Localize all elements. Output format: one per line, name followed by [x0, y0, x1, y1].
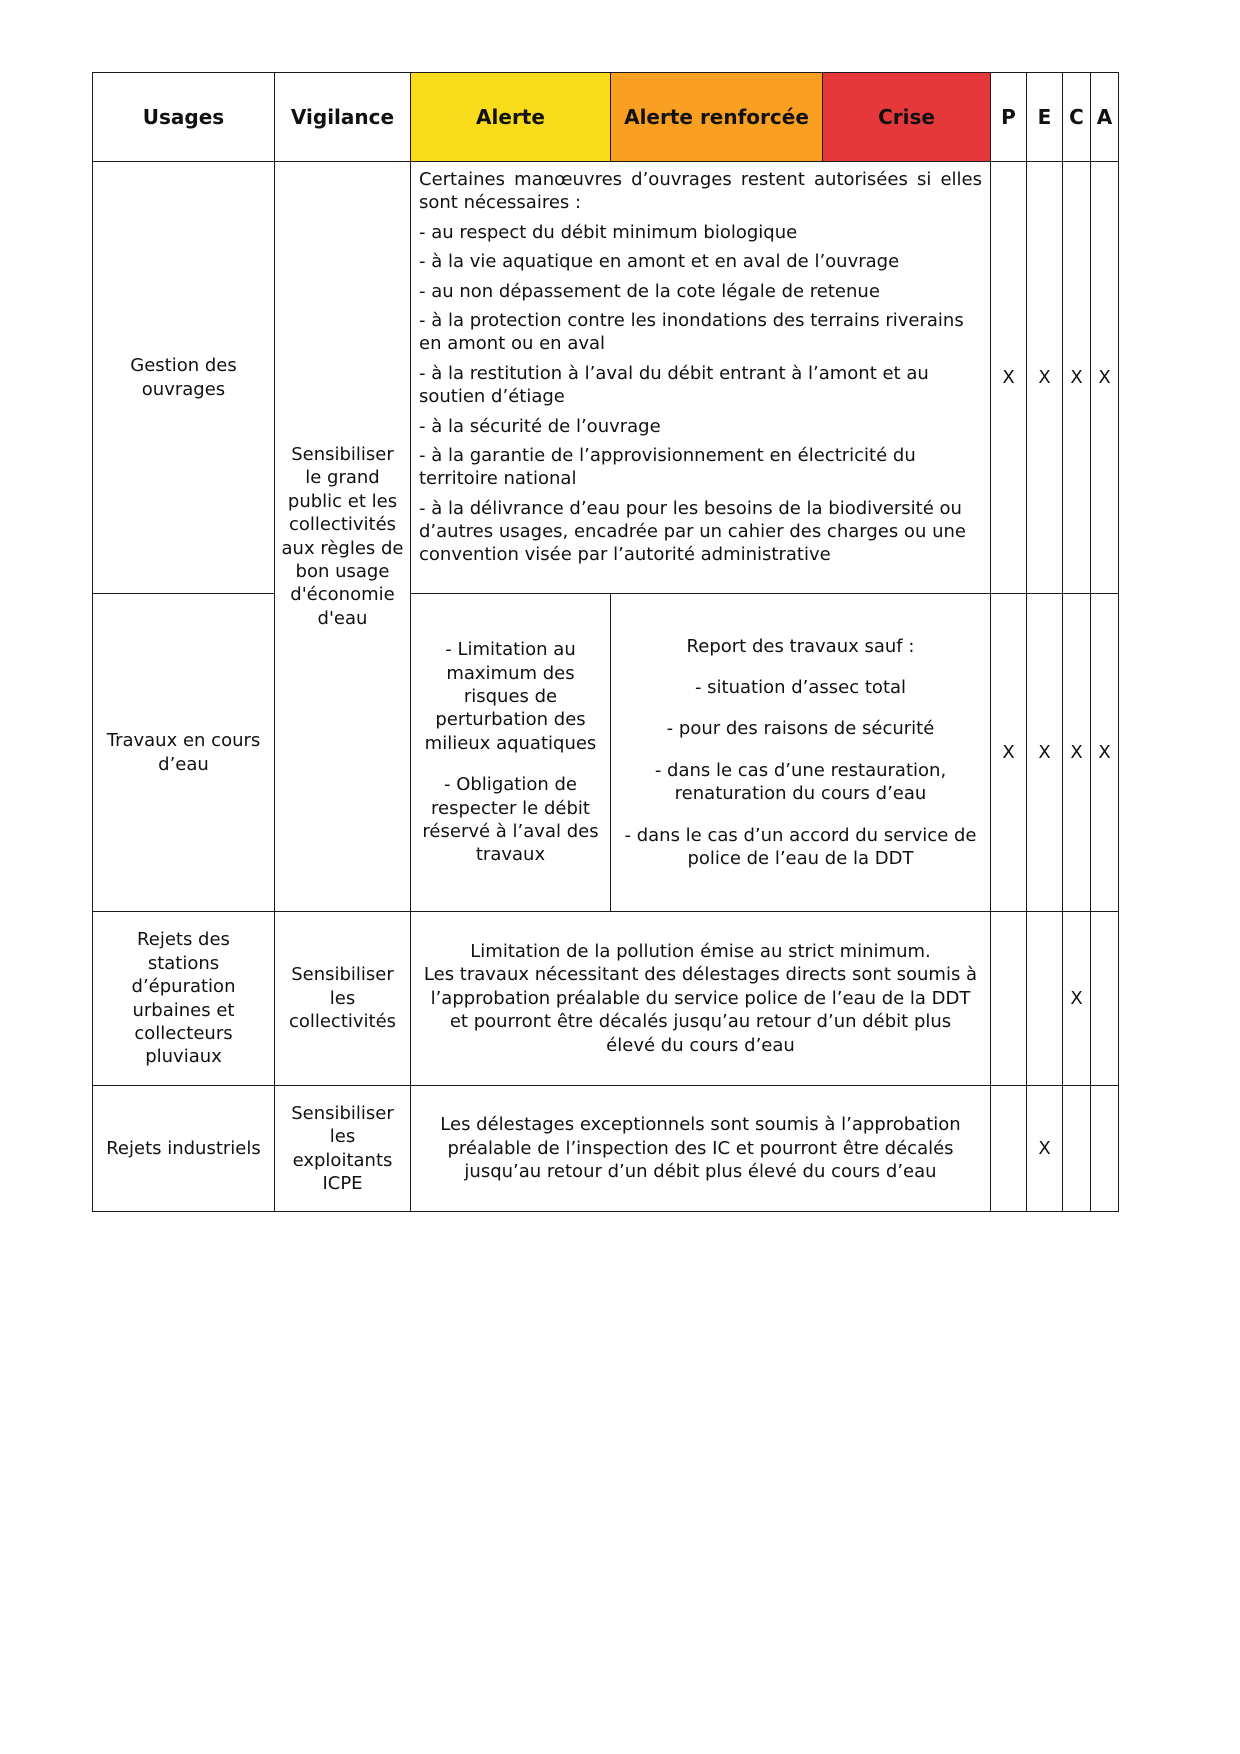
- travaux-report-item: - dans le cas d’un accord du service de police de l’eau de la DDT: [624, 824, 977, 869]
- stations-a: [1091, 912, 1119, 1086]
- stations-measures: [411, 912, 991, 1086]
- travaux-alerte-2: - Obligation de respecter le débit réservé à l’aval des travaux: [422, 774, 599, 866]
- gestion-item: - à la garantie de l’approvisionnement en électricité du territoire national: [419, 444, 916, 490]
- vigilance-industriels: Sensibiliser les exploitants ICPE: [275, 1086, 411, 1212]
- header-a: A: [1091, 73, 1119, 162]
- header-e: E: [1027, 73, 1063, 162]
- industriels-a: [1091, 1086, 1119, 1212]
- travaux-report-item: - dans le cas d’une restauration, renaturation du cours d’eau: [654, 759, 947, 805]
- gestion-item: - à la restitution à l’aval du débit entrant à l’amont et au soutien d’étiage: [419, 362, 929, 408]
- industriels-measures: Les délestages exceptionnels sont soumis à l’approbation préalable de l’inspection des IC et pourront être décalés jusqu’au retour d’un débit plus élevé du cours d’eau: [411, 1086, 991, 1212]
- travaux-alerte-1: - Limitation au maximum des risques de perturbation des milieux aquatiques: [424, 639, 597, 754]
- travaux-report-item: - pour des raisons de sécurité: [666, 718, 935, 740]
- usage-travaux-cours-eau: Travaux en cours d’eau: [93, 594, 275, 912]
- usage-rejets-industriels: Rejets industriels: [93, 1086, 275, 1212]
- stations-e: [1027, 912, 1063, 1086]
- stations-line-2: Les travaux nécessitant des délestages directs sont soumis à l’approbation préalable du service police de l’eau de la DDT et pourront être décalés jusqu’au retour d’un débit plus élevé du cours d’eau: [423, 964, 978, 1056]
- stations-p: [991, 912, 1027, 1086]
- header-alerte-renforcee: Alerte renforcée: [611, 73, 823, 162]
- travaux-report-intro: Report des travaux sauf :: [686, 635, 915, 657]
- stations-line-1: Limitation de la pollution émise au strict minimum.: [470, 941, 931, 963]
- gestion-c: X: [1063, 162, 1091, 594]
- row-gestion-ouvrages: [93, 162, 1119, 594]
- row-rejets-stations: [93, 912, 1119, 1086]
- row-rejets-industriels: [93, 1086, 1119, 1212]
- header-p: P: [991, 73, 1027, 162]
- travaux-alerte-measures: [411, 594, 611, 912]
- industriels-e: X: [1027, 1086, 1063, 1212]
- gestion-intro: Certaines manœuvres d’ouvrages restent autorisées si elles sont nécessaires :: [419, 169, 982, 214]
- usage-gestion-ouvrages: Gestion des ouvrages: [93, 162, 275, 594]
- header-crise: Crise: [823, 73, 991, 162]
- gestion-item: - au non dépassement de la cote légale de retenue: [419, 280, 880, 302]
- travaux-e: X: [1027, 594, 1063, 912]
- industriels-p: [991, 1086, 1027, 1212]
- gestion-item: - au respect du débit minimum biologique: [419, 221, 798, 243]
- usage-rejets-stations: Rejets des stations d’épuration urbaines et collecteurs pluviaux: [93, 912, 275, 1086]
- gestion-item: - à la vie aquatique en amont et en aval de l’ouvrage: [419, 251, 900, 273]
- travaux-report-item: - situation d’assec total: [694, 677, 907, 699]
- restrictions-table: [92, 72, 1119, 1212]
- industriels-c: [1063, 1086, 1091, 1212]
- header-alerte: Alerte: [411, 73, 611, 162]
- gestion-item: - à la sécurité de l’ouvrage: [419, 415, 661, 437]
- travaux-a: X: [1091, 594, 1119, 912]
- stations-c: X: [1063, 912, 1091, 1086]
- gestion-item: - à la délivrance d’eau pour les besoins de la biodiversité ou d’autres usages, encadrée par un cahier des charges ou une convention visée par l’autorité administrative: [419, 497, 966, 566]
- travaux-c: X: [1063, 594, 1091, 912]
- vigilance-shared: Sensibiliser le grand public et les collectivités aux règles de bon usage d'économie d'eau: [275, 162, 411, 912]
- header-row: [93, 73, 1119, 162]
- travaux-report-measures: [611, 594, 991, 912]
- vigilance-stations: Sensibiliser les collectivités: [275, 912, 411, 1086]
- header-vigilance: Vigilance: [275, 73, 411, 162]
- header-usages: Usages: [93, 73, 275, 162]
- header-c: C: [1063, 73, 1091, 162]
- gestion-ouvrages-measures: [411, 162, 991, 594]
- gestion-a: X: [1091, 162, 1119, 594]
- gestion-p: X: [991, 162, 1027, 594]
- gestion-e: X: [1027, 162, 1063, 594]
- travaux-p: X: [991, 594, 1027, 912]
- row-travaux-cours-eau: [93, 594, 1119, 912]
- gestion-item: - à la protection contre les inondations des terrains riverains en amont ou en aval: [419, 309, 964, 355]
